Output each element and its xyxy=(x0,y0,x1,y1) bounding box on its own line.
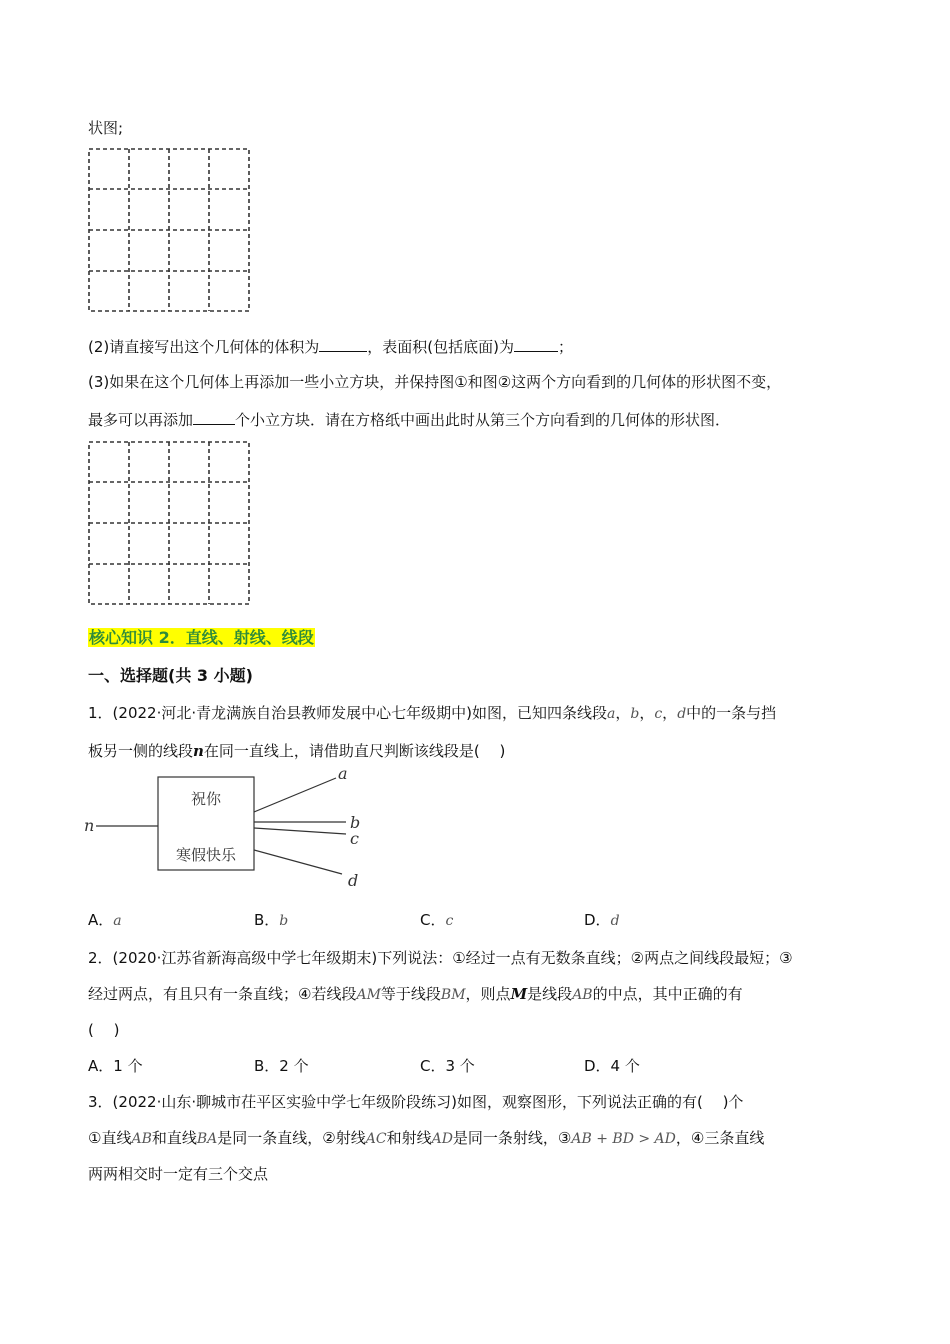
problem-2-option-d[interactable]: D．4 个 xyxy=(584,1057,640,1075)
dashed-grid-2 xyxy=(88,441,250,605)
problem-1-line-1: 1．(2022·河北·青龙满族自治县教师发展中心七年级期中)如图，已知四条线段a，b，c，d中的一条与挡 xyxy=(88,704,777,722)
question-3-line-2: 最多可以再添加 个小立方块．请在方格纸中画出此时从第三个方向看到的几何体的形状图． xyxy=(88,411,731,429)
problem-1-option-c[interactable]: C．c xyxy=(420,911,454,929)
problem-2-line-2: 经过两点，有且只有一条直线；④若线段AM等于线段BM，则点M是线段AB的中点，其中正确的有 xyxy=(88,985,743,1003)
segment-c xyxy=(254,828,346,834)
problem-2-option-b[interactable]: B．2 个 xyxy=(254,1057,309,1075)
problem-1-figure xyxy=(84,766,374,896)
section-heading: 核心知识 2．直线、射线、线段 xyxy=(89,628,314,647)
segment-a xyxy=(254,778,336,812)
box-text-bottom: 寒假快乐 xyxy=(175,846,237,864)
problem-2-option-a[interactable]: A．1 个 xyxy=(88,1057,143,1075)
problem-3-line-1: 3．(2022·山东·聊城市茌平区实验中学七年级阶段练习)如图，观察图形，下列说法正确的有( )个 xyxy=(88,1093,744,1111)
label-b: b xyxy=(350,813,361,832)
label-n: n xyxy=(84,816,95,835)
label-c: c xyxy=(350,829,359,848)
problem-2-line-1: 2．(2020·江苏省新海高级中学七年级期末)下列说法：①经过一点有无数条直线；②两点之间线段最短；③ xyxy=(88,949,793,967)
problem-2-line-3: ( ) xyxy=(88,1021,120,1039)
question-2-line: (2)请直接写出这个几何体的体积为 ，表面积(包括底面)为 ； xyxy=(88,338,573,356)
question-3-line-1: (3)如果在这个几何体上再添加一些小立方块，并保持图①和图②这两个方向看到的几何体的形状图不变， xyxy=(88,373,782,391)
section-subheading: 一、选择题(共 3 小题) xyxy=(88,666,253,685)
dashed-grid-1 xyxy=(88,148,250,312)
box-text-top: 祝你 xyxy=(190,790,222,808)
label-a: a xyxy=(338,766,348,783)
answer-blank-volume[interactable] xyxy=(319,337,367,352)
problem-3-line-3: 两两相交时一定有三个交点 xyxy=(88,1165,269,1183)
figure-caption: 状图; xyxy=(88,119,124,137)
problem-2-option-c[interactable]: C．3 个 xyxy=(420,1057,475,1075)
problem-1-option-a[interactable]: A．a xyxy=(88,911,122,929)
problem-1-option-b[interactable]: B．b xyxy=(254,911,289,929)
problem-3-line-2: ①直线AB和直线BA是同一条直线，②射线AC和射线AD是同一条射线，③AB + BD > AD，④三条直线 xyxy=(88,1129,765,1147)
problem-1-line-2: 板另一侧的线段n在同一直线上，请借助直尺判断该线段是( ) xyxy=(88,742,506,760)
answer-blank-max-cubes[interactable] xyxy=(193,410,235,425)
answer-blank-surface-area[interactable] xyxy=(514,337,558,352)
segment-d xyxy=(254,850,342,874)
label-d: d xyxy=(348,871,359,890)
problem-1-option-d[interactable]: D．d xyxy=(584,911,620,929)
